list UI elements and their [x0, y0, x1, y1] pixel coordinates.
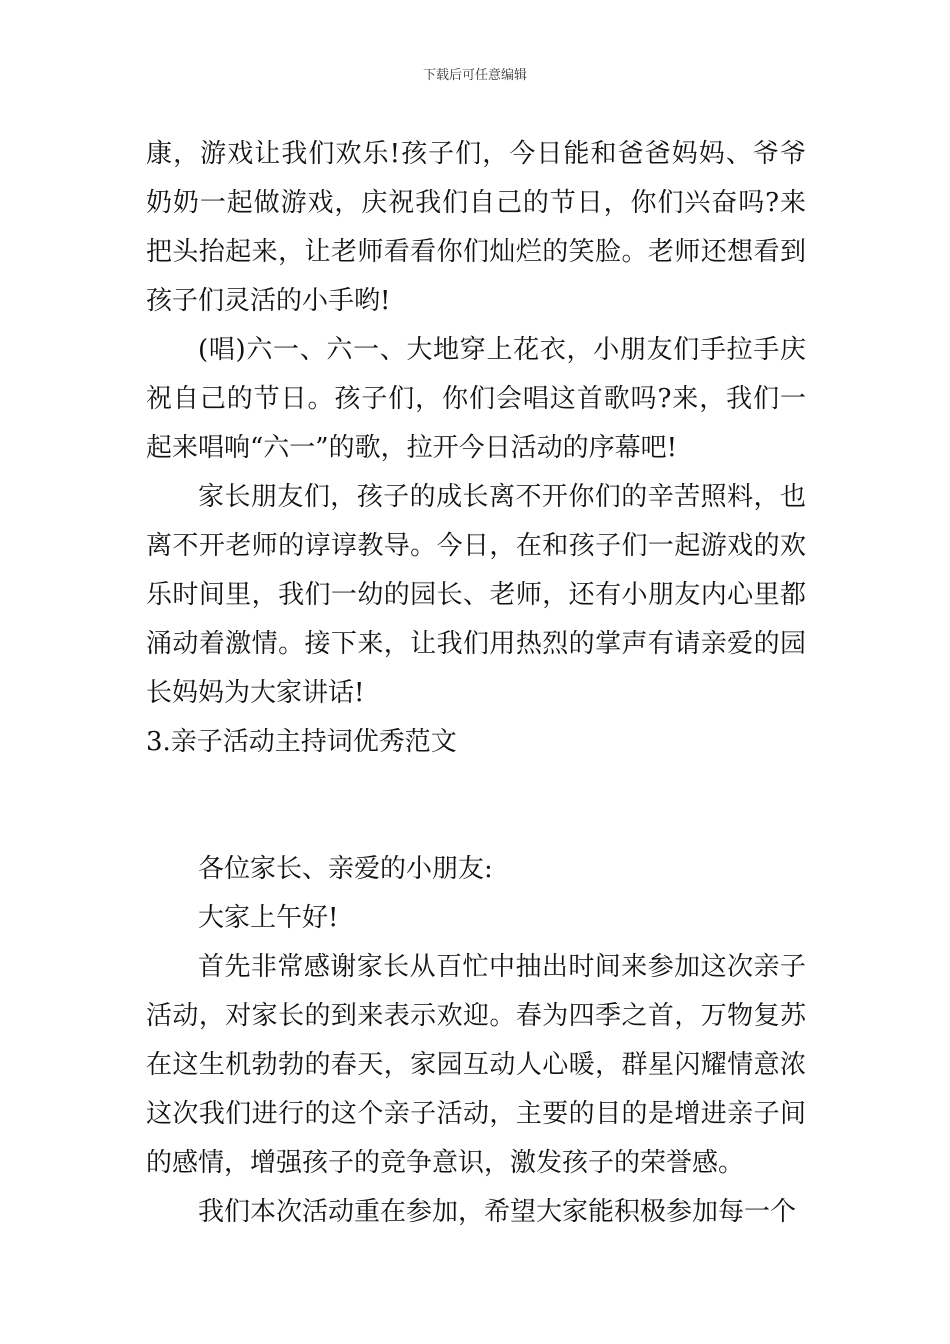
- paragraph-thanks: 首先非常感谢家长从百忙中抽出时间来参加这次亲子活动，对家长的到来表示欢迎。春为四季之首，万物复苏在这生机勃勃的春天，家园互动人心暖，群星闪耀情意浓这次我们进行的这个亲子活动，主要的目的是增进亲子间的感情，增强孩子的竞争意识，激发孩子的荣誉感。: [146, 952, 806, 1178]
- document-body: [146, 130, 806, 1237]
- paragraph-song: (唱)六一、六一、大地穿上花衣，小朋友们手拉手庆祝自己的节日。孩子们，你们会唱这首歌吗?来，我们一起来唱响“六一”的歌，拉开今日活动的序幕吧!: [146, 335, 806, 463]
- salutation-line: 大家上午好!: [198, 903, 339, 933]
- section-heading: 3.亲子活动主持词优秀范文: [146, 727, 457, 757]
- paragraph-continued: 康，游戏让我们欢乐!孩子们，今日能和爸爸妈妈、爷爷奶奶一起做游戏，庆祝我们自己的节日，你们兴奋吗?来把头抬起来，让老师看看你们灿烂的笑脸。老师还想看到孩子们灵活的小手哟!: [146, 139, 806, 316]
- greeting-line: 各位家长、亲爱的小朋友:: [198, 854, 493, 884]
- paragraph-participation: 我们本次活动重在参加，希望大家能积极参加每一个: [198, 1197, 797, 1227]
- page-header: 下载后可任意编辑: [422, 68, 527, 83]
- section-spacer: [146, 767, 806, 845]
- paragraph-parents: 家长朋友们，孩子的成长离不开你们的辛苦照料，也离不开老师的谆谆教导。今日，在和孩子们一起游戏的欢乐时间里，我们一幼的园长、老师，还有小朋友内心里都涌动着激情。接下来，让我们用热烈的掌声有请亲爱的园长妈妈为大家讲话!: [146, 482, 806, 708]
